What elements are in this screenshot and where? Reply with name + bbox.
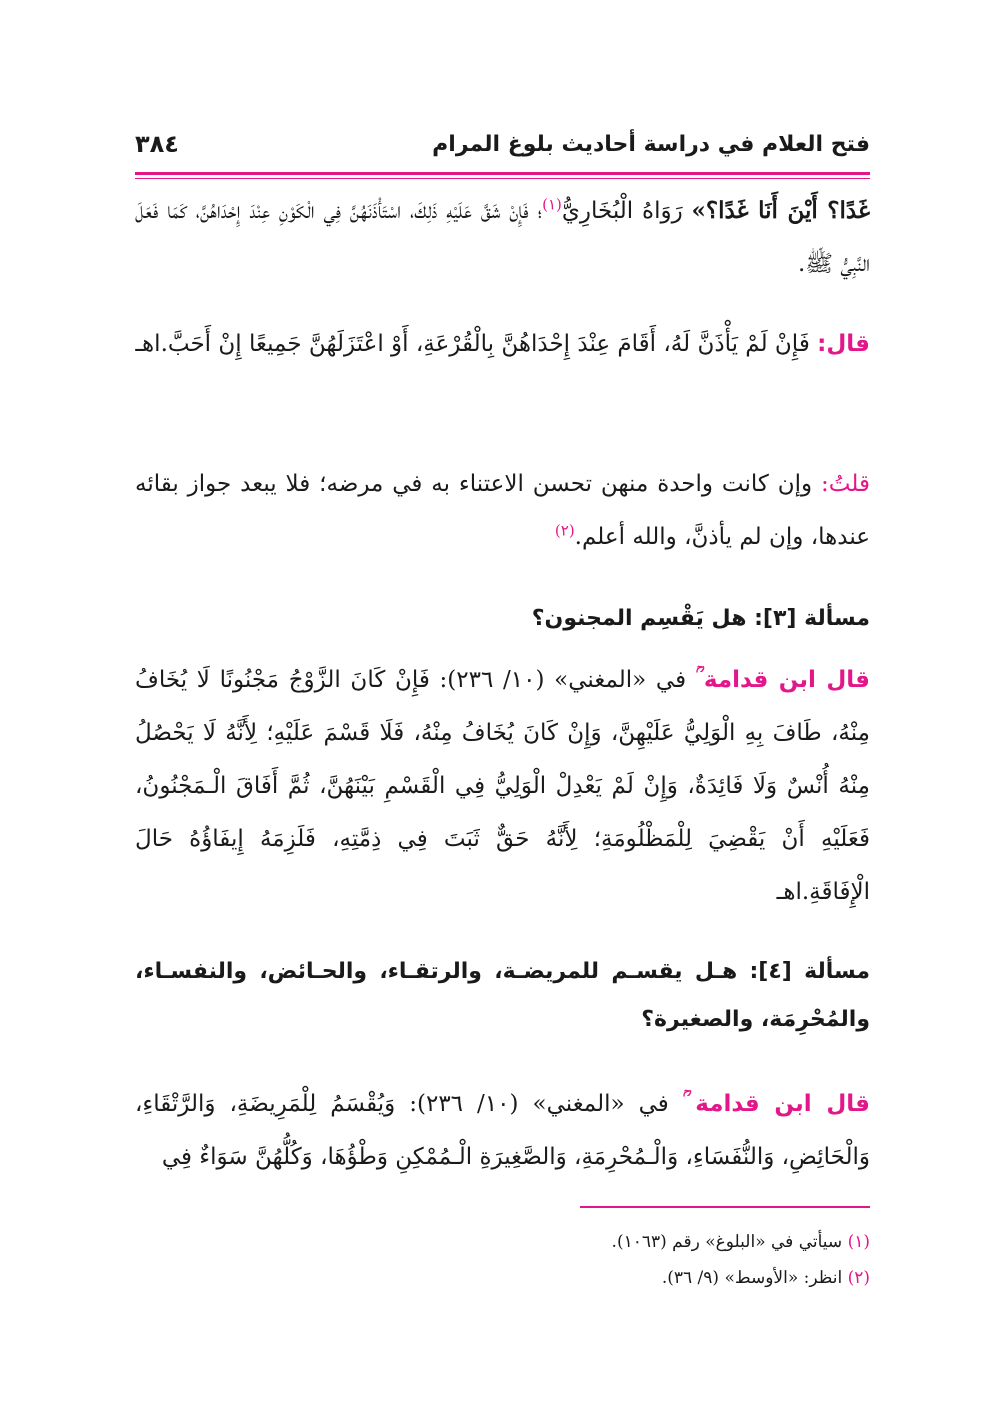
issue-heading-4 [135,948,870,1044]
ibn-qudama-label-2: قال ابن قدامة ؒ [682,1091,870,1117]
qal-label: قال: [817,331,870,357]
paragraph-4 [135,654,870,919]
footnote-1 [135,1224,870,1260]
paragraph-4-text: في «المغني» (١٠/ ٢٣٦): فَإِنْ كَانَ الزَّوْجُ مَجْنُونًا لَا يُخَافُ مِنْهُ، طَافَ بِهِ الْوَلِيُّ عَلَيْهِنَّ، وَإِنْ كَانَ يُخَافُ مِنْهُ، فَلَا قَسْمَ عَلَيْهِ؛ لِأَنَّهُ لَا يَحْصُلُ مِنْهُ أُنْسٌ وَلَا فَائِدَةٌ، وَإِنْ لَمْ يَعْدِلْ الْوَلِيُّ فِي الْقَسْمِ بَيْنَهُنَّ، ثُمَّ أَفَاقَ الْـمَجْنُونُ، فَعَلَيْهِ أَنْ يَقْضِيَ لِلْمَظْلُومَةِ؛ لِأَنَّهُ حَقٌّ ثَبَتَ فِي ذِمَّتِهِ، فَلَزِمَهُ إِيفَاؤُهُ حَالَ الْإِفَاقَةِ.اهـ [135,667,870,905]
issue-heading-4-text: مسألة [٤]: هـل يقسـم للمريضـة، والرتقـاء، والحـائض، والنفسـاء، والمُحْرِمَة، والصغيرة؟ [135,959,870,1032]
paragraph-1-text-b: ؛ فَإِنْ شَقَّ عَلَيْهِ ذَلِكَ، اسْتَأْذَنَهُنَّ فِي الْكَوْنِ عِنْدَ إِحْدَاهُنَّ، كَمَا فَعَلَ النَّبِيُّ ﷺ. [135,198,870,277]
footnote-2 [135,1260,870,1296]
page-header [135,128,870,168]
paragraph-3 [135,458,870,564]
page-number: ٣٨٤ [135,130,179,158]
footnote-separator [580,1206,870,1208]
paragraph-2-text: فَإِنْ لَمْ يَأْذَنَّ لَهُ، أَقَامَ عِنْدَ إِحْدَاهُنَّ بِالْقُرْعَةِ، أَوْ اعْتَزَلَهُنَّ جَمِيعًا إِنْ أَحَبَّ.اهـ [135,331,818,357]
paragraph-5-text: في «المغني» (١٠/ ٢٣٦): وَيُقْسَمُ لِلْمَرِيضَةِ، وَالرَّتْقَاءِ، وَالْحَائِضِ، وَالنُّفَسَاءِ، وَالْـمُحْرِمَةِ، وَالصَّغِيرَةِ الْـمُمْكِنِ وَطْؤُهَا، وَكُلُّهُنَّ سَوَاءٌ فِي [135,1091,870,1170]
hadith-quote-end: غَدًا؟ أَيْنَ أَنَا غَدًا؟» [691,197,870,224]
paragraph-3-text: وإن كانت واحدة منهن تحسن الاعتناء به في مرضه؛ فلا يبعد جواز بقائه عندها، وإن لم يأذنَّ، والله أعلم. [135,471,870,550]
footnotes [135,1224,870,1296]
issue-heading-3 [135,592,870,645]
book-title: فتح العلام في دراسة أحاديث بلوغ المرام [432,132,870,157]
qultu-label: قلتُ: [821,471,870,497]
paragraph-2 [135,318,870,371]
paragraph-5 [135,1078,870,1184]
footnote-2-text: انظر: «الأوسط» (٩/ ٣٦). [661,1268,848,1288]
ibn-qudama-label: قال ابن قدامة ؒ [695,667,870,693]
footnote-ref-1[interactable]: (١) [542,195,562,214]
footnote-1-text: سيأتي في «البلوغ» رقم (١٠٦٣). [611,1232,848,1252]
issue-heading-3-text: مسألة [٣]: هل يَقْسِم المجنون؟ [531,606,870,631]
footnote-2-number: (٢) [847,1268,870,1288]
footnote-ref-2[interactable]: (٢) [554,521,575,540]
header-rule-thin [135,178,870,179]
paragraph-1-text-a: رَوَاهُ الْبُخَارِيُّ [561,198,692,224]
footnote-1-number: (١) [847,1232,870,1252]
paragraph-1 [135,184,870,291]
header-rule [135,172,870,175]
